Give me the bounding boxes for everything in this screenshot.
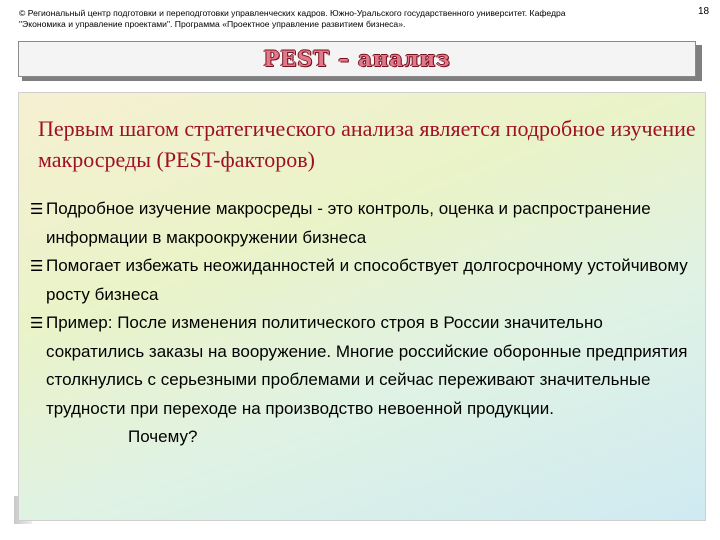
bullet-text: Помогает избежать неожиданностей и способствует долгосрочному устойчивому росту бизнеса (46, 256, 688, 304)
question-text: Почему? (128, 427, 198, 446)
slide-title: PEST – анализ (263, 46, 451, 71)
bullet-item (30, 195, 690, 252)
bullet-list (30, 195, 690, 452)
page-number: 18 (698, 6, 710, 17)
bullet-marker-icon: ☰ (30, 200, 44, 218)
bullet-marker-icon: ☰ (30, 314, 44, 332)
lead-text: Первым шагом стратегического анализа является подробное изучение макросреды (PEST-факторов) (38, 116, 696, 172)
header-line-1: © Региональный центр подготовки и переподготовки управленческих кадров. Южно-Уральского государственного университет. Кафедра (19, 8, 566, 18)
title-box (18, 41, 696, 77)
bullet-item (30, 252, 690, 309)
bullet-text: Пример: После изменения политического строя в России значительно сократились заказы на вооружение. Многие российские оборонные предприятия столкнулись с серьезными проблемами и сейчас переживают значительные трудности при переходе на производство невоенной продукции. (46, 313, 688, 418)
bullet-text: Подробное изучение макросреды - это контроль, оценка и распространение информации в макроокружении бизнеса (46, 199, 651, 247)
header-text (19, 8, 669, 30)
bullet-item (30, 309, 690, 423)
header-line-2: "Экономика и управление проектами". Программа «Проектное управление развитием бизнеса». (19, 19, 406, 29)
bullet-marker-icon: ☰ (30, 257, 44, 275)
